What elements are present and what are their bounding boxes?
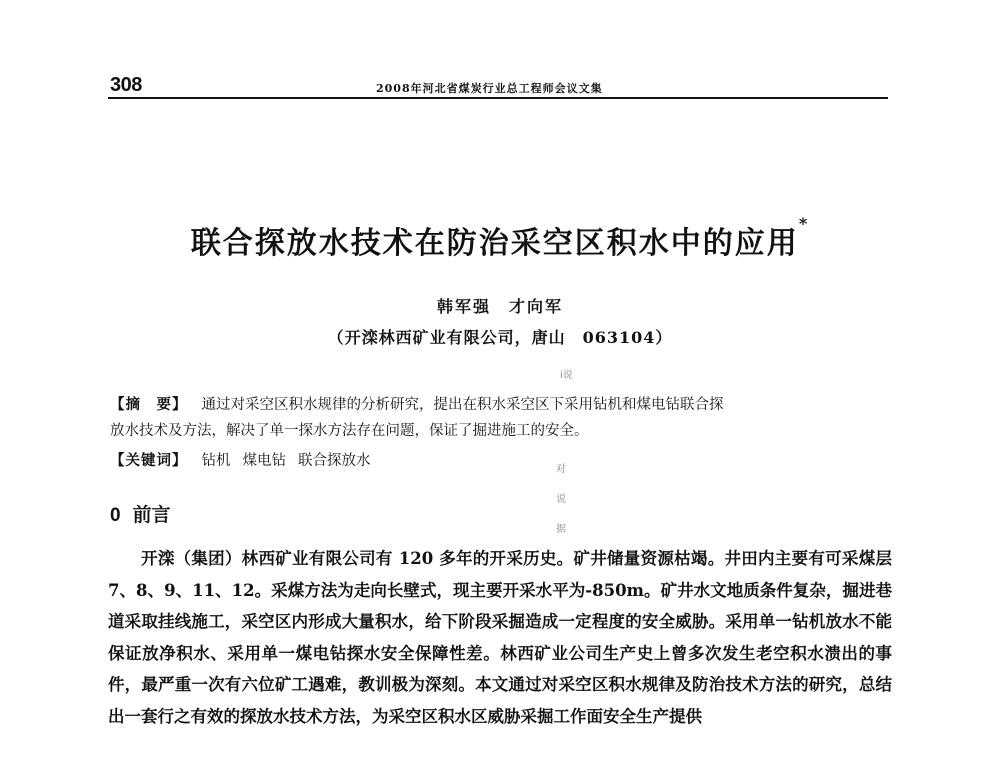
scan-mark-2: 对 xyxy=(556,464,566,475)
paper-title xyxy=(0,214,1000,262)
scan-mark-1: i说 xyxy=(560,370,573,381)
section-heading xyxy=(110,500,171,527)
abstract-line-2: 放水技术及方法，解决了单一探水方法存在问题，保证了掘进施工的安全。 xyxy=(110,423,589,439)
keyword-1: 钻机 xyxy=(201,453,231,469)
title-footnote-mark: * xyxy=(798,214,810,233)
section-title: 前言 xyxy=(132,505,171,526)
section-number: 0 xyxy=(110,505,121,526)
paper-title-text: 联合探放水技术在防治采空区积水中的应用 xyxy=(190,226,799,261)
scan-mark-3: 说 xyxy=(556,494,566,505)
keyword-2: 煤电钻 xyxy=(242,453,286,469)
page-number: 308 xyxy=(110,74,142,96)
scan-mark-4: 据 xyxy=(556,524,566,535)
keyword-3: 联合探放水 xyxy=(298,453,371,469)
abstract-label: 【摘 要】 xyxy=(110,397,188,413)
keywords xyxy=(110,450,870,472)
body-paragraph: 开滦（集团）林西矿业有限公司有 120 多年的开采历史。矿井储量资源枯竭。井田内主要有可采煤层 7、8、9、11、12。采煤方法为走向长壁式，现主要开采水平为-850m。矿井水文地质条件复杂，掘进巷道采取挂线施工，采空区内形成大量积水，给下阶段采掘造成一定程度的安全威胁。采用单一钻机放水不能保证放净积水、采用单一煤电钻探水安全保障性差。林西矿业公司生产史上曾多次发生老空积水溃出的事件，最严重一次有六位矿工遇难，教训极为深刻。本文通过对采空区积水规律及防治技术方法的研究，总结出一套行之有效的探放水技术方法，为采空区积水区威胁采掘工作面安全生产提供 xyxy=(108,549,892,726)
author-1: 韩军强 xyxy=(436,297,491,316)
abstract-text-1: 通过对采空区积水规律的分析研究，提出在积水采空区下采用钻机和煤电钻联合探 xyxy=(201,397,724,413)
authors xyxy=(0,294,1000,317)
keywords-label: 【关键词】 xyxy=(110,453,188,469)
abstract xyxy=(110,392,870,444)
header-rule xyxy=(108,97,888,99)
abstract-line-1 xyxy=(110,392,870,418)
running-head: 2008年河北省煤炭行业总工程师会议文集 xyxy=(376,82,603,95)
affiliation: （开滦林西矿业有限公司，唐山 063104） xyxy=(327,328,673,347)
author-2: 才向军 xyxy=(509,297,564,316)
